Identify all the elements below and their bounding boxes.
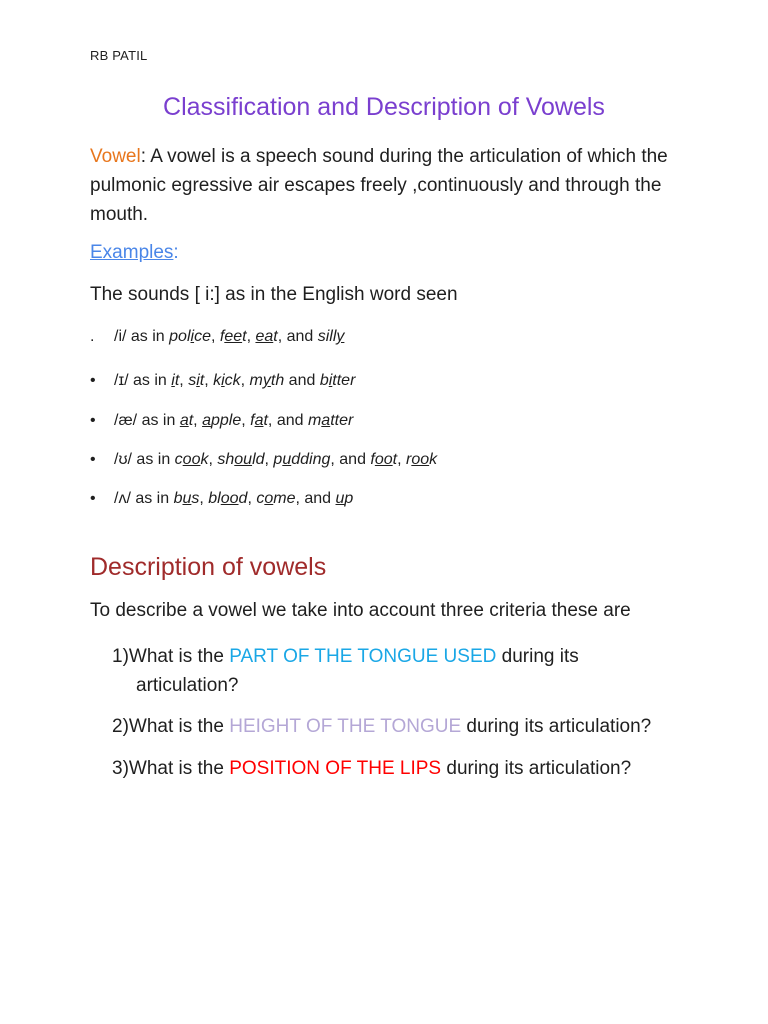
separator: ,: [264, 451, 274, 468]
bullet-mark: •: [90, 372, 96, 389]
underlined-letters: y: [262, 372, 271, 389]
examples-colon: :: [173, 242, 179, 263]
underlined-letters: u: [282, 451, 292, 468]
underlined-letters: i: [190, 328, 195, 345]
example-word: eat: [255, 328, 278, 345]
example-word: foot: [370, 451, 398, 468]
example-word: come: [256, 490, 296, 507]
criteria-continuation: articulation?: [136, 675, 239, 696]
criteria-number: 2): [112, 716, 129, 737]
underlined-letters: ee: [224, 328, 243, 345]
separator: ,: [210, 328, 220, 345]
separator: ,: [246, 328, 256, 345]
example-word: kick: [213, 372, 241, 389]
underlined-letters: oo: [374, 451, 393, 468]
example-word: fat: [250, 412, 268, 429]
vowel-definition-text: : A vowel is a speech sound during the articulation of which the pulmonic egressive air escapes freely ,continuously and through the mouth.: [90, 146, 668, 225]
separator: ,: [247, 490, 257, 507]
page-title: Classification and Description of Vowels: [163, 93, 605, 121]
phoneme-symbol: /æ/ as in: [114, 412, 180, 429]
criteria-number: 1): [112, 646, 129, 667]
criteria-text: during its articulation?: [461, 716, 652, 737]
bullet-mark: .: [90, 328, 95, 345]
underlined-letters: a: [254, 412, 264, 429]
underlined-letters: a: [179, 412, 189, 429]
criteria-text: What is the: [128, 646, 230, 667]
examples-intro: The sounds [ i:] as in the English word seen: [90, 284, 458, 305]
underlined-letters: i: [328, 372, 333, 389]
criteria-number: 3): [112, 758, 129, 779]
separator: ,: [397, 451, 406, 468]
separator: ,: [208, 451, 218, 468]
example-word: cook: [174, 451, 209, 468]
list-item: [90, 490, 353, 508]
criteria-highlight: HEIGHT OF THE TONGUE: [229, 716, 462, 737]
criteria-text: during its articulation?: [441, 758, 632, 779]
example-word: pudding: [273, 451, 331, 468]
separator: ,: [240, 372, 250, 389]
example-word: it: [171, 372, 180, 389]
phoneme-symbol: /ʌ/ as in: [114, 490, 174, 507]
underlined-letters: i: [171, 372, 175, 389]
separator: ,: [193, 412, 203, 429]
list-item: [90, 328, 344, 346]
underlined-letters: y: [336, 328, 345, 345]
criteria-text: What is the: [128, 716, 230, 737]
underlined-letters: i: [221, 372, 225, 389]
example-word: feet: [219, 328, 247, 345]
phoneme-symbol: /ʊ/ as in: [114, 451, 175, 468]
underlined-letters: i: [196, 372, 200, 389]
criteria-item: [112, 712, 702, 741]
example-word: bitter: [319, 372, 356, 389]
separator: ,: [179, 372, 189, 389]
example-word: up: [335, 490, 354, 507]
criteria-item: [112, 642, 702, 700]
underlined-letters: ea: [255, 328, 274, 345]
phoneme-symbol: /ɪ/ as in: [114, 372, 172, 389]
phoneme-symbol: /i/ as in: [114, 328, 170, 345]
example-word: blood: [208, 490, 248, 507]
example-word: should: [217, 451, 265, 468]
criteria-highlight: POSITION OF THE LIPS: [229, 758, 442, 779]
example-word: rook: [406, 451, 438, 468]
criteria-highlight: PART OF THE TONGUE USED: [229, 646, 497, 667]
separator: , and: [330, 451, 371, 468]
section-heading: Description of vowels: [90, 553, 327, 581]
list-item: [90, 451, 437, 469]
separator: , and: [267, 412, 308, 429]
underlined-letters: a: [202, 412, 211, 429]
separator: ,: [199, 490, 209, 507]
vowel-definition: [90, 142, 700, 229]
bullet-mark: •: [90, 490, 96, 507]
separator: ,: [241, 412, 251, 429]
separator: , and: [295, 490, 336, 507]
bullet-mark: •: [90, 451, 96, 468]
underlined-letters: a: [321, 412, 331, 429]
separator: , and: [277, 328, 318, 345]
separator: and: [284, 372, 320, 389]
separator: ,: [204, 372, 214, 389]
underlined-letters: oo: [411, 451, 430, 468]
vowel-label: Vowel: [90, 146, 141, 167]
example-word: police: [169, 328, 211, 345]
criteria-text: What is the: [128, 758, 230, 779]
section-intro: To describe a vowel we take into account three criteria these are: [90, 600, 631, 621]
bullet-mark: •: [90, 412, 96, 429]
underlined-letters: oo: [220, 490, 239, 507]
underlined-letters: u: [335, 490, 345, 507]
examples-heading: [90, 242, 179, 264]
criteria-item: [112, 754, 702, 783]
example-word: bus: [173, 490, 200, 507]
example-word: apple: [202, 412, 242, 429]
example-word: sit: [188, 372, 205, 389]
example-word: matter: [307, 412, 354, 429]
list-item: [90, 372, 355, 390]
page-header: RB PATIL: [90, 48, 148, 63]
underlined-letters: o: [264, 490, 274, 507]
underlined-letters: oo: [182, 451, 201, 468]
examples-label: Examples: [90, 242, 174, 263]
list-item: [90, 412, 353, 430]
example-word: at: [179, 412, 194, 429]
example-word: silly: [317, 328, 345, 345]
underlined-letters: ou: [234, 451, 253, 468]
criteria-text: during its: [496, 646, 579, 667]
underlined-letters: u: [182, 490, 192, 507]
example-word: myth: [249, 372, 285, 389]
